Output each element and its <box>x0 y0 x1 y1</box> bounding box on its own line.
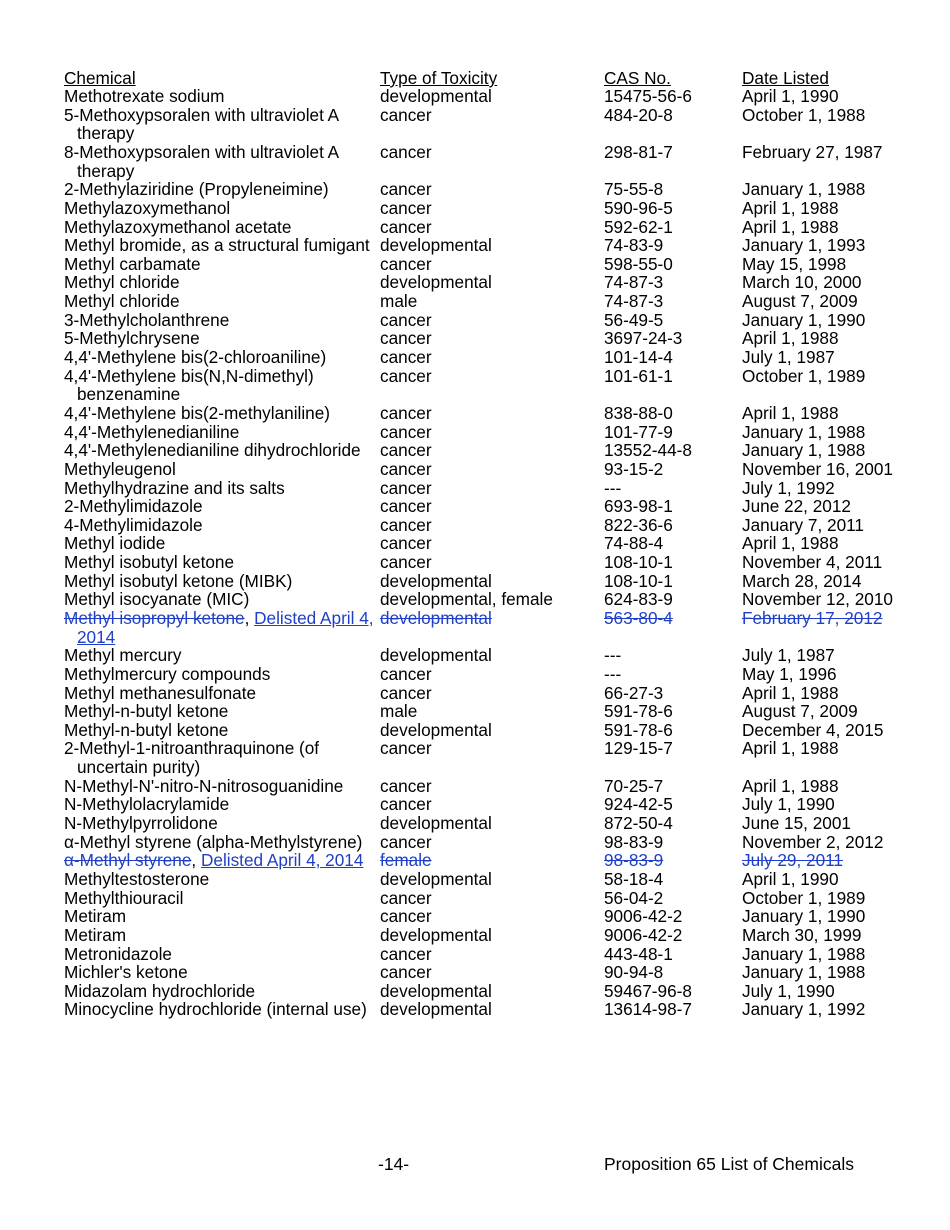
cas-number: 58-18-4 <box>604 868 664 889</box>
date-listed: April 1, 1988 <box>742 197 839 218</box>
toxicity-type: developmental <box>380 235 492 256</box>
chemical-name: Methyl isopropyl ketone, Delisted April 4, 2014 <box>64 607 374 647</box>
chemical-name: Methyl carbamate <box>64 253 201 274</box>
date-listed: July 1, 1990 <box>742 980 835 1001</box>
date-listed: October 1, 1988 <box>742 104 866 125</box>
date-listed: January 1, 1993 <box>742 235 866 256</box>
table-row <box>0 143 950 180</box>
toxicity-type: developmental <box>380 645 492 666</box>
chemical-name: Methyltestosterone <box>64 868 210 889</box>
chemical-name: 4,4'-Methylene bis(2-chloroaniline) <box>64 347 327 367</box>
table-row <box>0 1000 950 1019</box>
table-row <box>0 665 950 684</box>
date-listed: April 1, 1988 <box>742 402 839 423</box>
toxicity-type: cancer <box>380 141 432 162</box>
date-listed: January 1, 1988 <box>742 421 866 442</box>
table-row <box>0 423 950 442</box>
toxicity-type: developmental <box>380 570 492 591</box>
chemical-name: 5-Methoxypsoralen with ultraviolet A therapy <box>64 104 339 144</box>
table-row <box>0 590 950 609</box>
date-listed: April 1, 1988 <box>742 682 839 703</box>
table-row <box>0 441 950 460</box>
date-listed: January 1, 1990 <box>742 906 866 927</box>
table-row <box>0 646 950 665</box>
table-row <box>0 572 950 591</box>
cas-number: 101-14-4 <box>604 347 673 367</box>
table-row <box>0 982 950 1001</box>
date-listed: January 1, 1988 <box>742 179 866 200</box>
date-listed: April 1, 1990 <box>742 868 839 889</box>
toxicity-type: developmental, female <box>380 589 553 610</box>
toxicity-type: cancer <box>380 514 432 535</box>
date-listed: July 1, 1987 <box>742 645 835 666</box>
chemical-name: Methyl isobutyl ketone (MIBK) <box>64 570 293 591</box>
cas-number: --- <box>604 645 622 666</box>
cas-number: 693-98-1 <box>604 496 673 517</box>
date-listed: March 10, 2000 <box>742 272 862 293</box>
toxicity-type: developmental <box>380 719 492 740</box>
toxicity-type: developmental <box>380 272 492 293</box>
cas-number: 13552-44-8 <box>604 440 692 461</box>
chemical-name: Methyl chloride <box>64 291 180 312</box>
toxicity-type: female <box>380 850 432 871</box>
cas-number: 591-78-6 <box>604 719 673 740</box>
cas-number: 108-10-1 <box>604 570 673 591</box>
toxicity-type: developmental <box>380 999 492 1020</box>
date-listed: January 7, 2011 <box>742 514 864 535</box>
table-row <box>0 516 950 535</box>
date-listed: April 1, 1988 <box>742 328 839 349</box>
header-toxicity: Type of Toxicity <box>380 68 498 88</box>
date-listed: July 1, 1987 <box>742 347 835 367</box>
chemical-name: N-Methyl-N'-nitro-N-nitrosoguanidine <box>64 775 344 796</box>
toxicity-type: cancer <box>380 458 432 479</box>
cas-number: 74-83-9 <box>604 235 664 256</box>
table-row <box>0 907 950 926</box>
cas-number: 9006-42-2 <box>604 906 683 927</box>
cas-number: 93-15-2 <box>604 458 664 479</box>
table-row <box>0 963 950 982</box>
chemical-table <box>0 87 950 1019</box>
date-listed: February 27, 1987 <box>742 141 883 162</box>
table-row <box>0 777 950 796</box>
chemical-name: 4,4'-Methylenedianiline <box>64 421 240 442</box>
toxicity-type: cancer <box>380 794 432 815</box>
cas-number: 592-62-1 <box>604 216 673 237</box>
toxicity-type: cancer <box>380 402 432 423</box>
toxicity-type: cancer <box>380 906 432 927</box>
chemical-name: 3-Methylcholanthrene <box>64 309 230 330</box>
cas-number: 59467-96-8 <box>604 980 692 1001</box>
chemical-name: 8-Methoxypsoralen with ultraviolet A therapy <box>64 141 339 181</box>
date-listed: June 15, 2001 <box>742 813 851 834</box>
cas-number: --- <box>604 477 622 498</box>
chemical-name: Methylhydrazine and its salts <box>64 477 285 498</box>
table-row <box>0 348 950 367</box>
table-row <box>0 292 950 311</box>
chemical-name: Minocycline hydrochloride (internal use) <box>64 999 367 1020</box>
cas-number: 591-78-6 <box>604 701 673 722</box>
cas-number: 822-36-6 <box>604 514 673 535</box>
toxicity-type: cancer <box>380 496 432 517</box>
cas-number: 98-83-9 <box>604 831 664 852</box>
chemical-name: Metiram <box>64 924 127 945</box>
chemical-name: Methylazoxymethanol acetate <box>64 216 292 237</box>
cas-number: 56-49-5 <box>604 309 664 330</box>
toxicity-type: cancer <box>380 347 432 367</box>
toxicity-type: developmental <box>380 868 492 889</box>
chemical-name: Methyl methanesulfonate <box>64 682 257 703</box>
chemical-name: Metronidazole <box>64 943 172 964</box>
toxicity-type: cancer <box>380 421 432 442</box>
cas-number: 98-83-9 <box>604 850 664 871</box>
chemical-name: 4,4'-Methylenedianiline dihydrochloride <box>64 440 361 461</box>
date-listed: November 12, 2010 <box>742 589 893 610</box>
table-row <box>0 702 950 721</box>
toxicity-type: cancer <box>380 309 432 330</box>
toxicity-type: cancer <box>380 775 432 796</box>
chemical-name: Metiram <box>64 906 127 927</box>
toxicity-type: cancer <box>380 831 432 852</box>
date-listed: April 1, 1990 <box>742 86 839 106</box>
table-row <box>0 311 950 330</box>
toxicity-type: cancer <box>380 440 432 461</box>
date-listed: March 30, 1999 <box>742 924 862 945</box>
table-row <box>0 479 950 498</box>
chemical-name: Methylmercury compounds <box>64 663 271 684</box>
table-row <box>0 367 950 404</box>
cas-number: 484-20-8 <box>604 104 673 125</box>
document-title: Proposition 65 List of Chemicals <box>604 1154 854 1174</box>
chemical-name: N-Methylpyrrolidone <box>64 813 218 834</box>
chemical-name: Midazolam hydrochloride <box>64 980 256 1001</box>
chemical-name: 4-Methylimidazole <box>64 514 203 535</box>
date-listed: May 15, 1998 <box>742 253 847 274</box>
table-row <box>0 329 950 348</box>
toxicity-type: developmental <box>380 813 492 834</box>
table-row <box>0 926 950 945</box>
toxicity-type: male <box>380 701 418 722</box>
toxicity-type: cancer <box>380 738 432 759</box>
cas-number: 563-80-4 <box>604 607 673 628</box>
cas-number: 74-87-3 <box>604 291 664 312</box>
chemical-name: Methyleugenol <box>64 458 176 479</box>
cas-number: 74-87-3 <box>604 272 664 293</box>
table-row <box>0 404 950 423</box>
cas-number: 101-77-9 <box>604 421 673 442</box>
chemical-name: 2-Methylimidazole <box>64 496 203 517</box>
chemical-name: Methyl-n-butyl ketone <box>64 701 229 722</box>
chemical-name: Methyl mercury <box>64 645 182 666</box>
table-row <box>0 851 950 870</box>
chemical-name: Methyl-n-butyl ketone <box>64 719 229 740</box>
cas-number: 101-61-1 <box>604 365 673 386</box>
date-listed: January 1, 1992 <box>742 999 866 1020</box>
table-row <box>0 180 950 199</box>
cas-number: 90-94-8 <box>604 962 664 983</box>
chemical-name: 4,4'-Methylene bis(2-methylaniline) <box>64 402 330 423</box>
chemical-name: α-Methyl styrene, Delisted April 4, 2014 <box>64 850 364 871</box>
table-row <box>0 609 950 646</box>
table-row <box>0 739 950 776</box>
date-listed: January 1, 1990 <box>742 309 866 330</box>
chemical-name: α-Methyl styrene (alpha-Methylstyrene) <box>64 831 363 852</box>
toxicity-type: cancer <box>380 663 432 684</box>
date-listed: April 1, 1988 <box>742 533 839 554</box>
cas-number: --- <box>604 663 622 684</box>
cas-number: 56-04-2 <box>604 887 664 908</box>
chemical-name: Methotrexate sodium <box>64 86 225 106</box>
cas-number: 598-55-0 <box>604 253 673 274</box>
toxicity-type: cancer <box>380 253 432 274</box>
cas-number: 13614-98-7 <box>604 999 692 1020</box>
table-row <box>0 460 950 479</box>
table-row <box>0 497 950 516</box>
cas-number: 9006-42-2 <box>604 924 683 945</box>
table-row <box>0 106 950 143</box>
table-row <box>0 945 950 964</box>
table-row <box>0 236 950 255</box>
delisted-chemical-name: Methyl isopropyl ketone <box>64 607 245 628</box>
table-row <box>0 87 950 106</box>
header-cas: CAS No. <box>604 68 671 88</box>
date-listed: November 16, 2001 <box>742 458 893 479</box>
table-row <box>0 814 950 833</box>
toxicity-type: cancer <box>380 197 432 218</box>
chemical-name: Michler's ketone <box>64 962 188 983</box>
table-row <box>0 684 950 703</box>
toxicity-type: cancer <box>380 533 432 554</box>
table-row <box>0 199 950 218</box>
cas-number: 624-83-9 <box>604 589 673 610</box>
toxicity-type: cancer <box>380 328 432 349</box>
chemical-name: Methyl chloride <box>64 272 180 293</box>
date-listed: April 1, 1988 <box>742 738 839 759</box>
date-listed: April 1, 1988 <box>742 216 839 237</box>
chemical-name: Methylthiouracil <box>64 887 184 908</box>
date-listed: December 4, 2015 <box>742 719 884 740</box>
cas-number: 590-96-5 <box>604 197 673 218</box>
toxicity-type: developmental <box>380 607 492 628</box>
toxicity-type: developmental <box>380 924 492 945</box>
chemical-name: 2-Methylaziridine (Propyleneimine) <box>64 179 329 200</box>
chemical-name: Methylazoxymethanol <box>64 197 231 218</box>
table-row <box>0 534 950 553</box>
date-listed: August 7, 2009 <box>742 291 858 312</box>
delisted-chemical-name: α-Methyl styrene <box>64 850 192 871</box>
delisted-link[interactable]: Delisted April 4, 2014 <box>77 607 374 647</box>
chemical-name: 2-Methyl-1-nitroanthraquinone (of uncertain purity) <box>64 738 320 778</box>
table-row <box>0 255 950 274</box>
chemical-name: 5-Methylchrysene <box>64 328 200 349</box>
delisted-link[interactable]: Delisted April 4, 2014 <box>200 850 364 871</box>
cas-number: 66-27-3 <box>604 682 664 703</box>
date-listed: November 2, 2012 <box>742 831 884 852</box>
date-listed: April 1, 1988 <box>742 775 839 796</box>
date-listed: January 1, 1988 <box>742 943 866 964</box>
date-listed: August 7, 2009 <box>742 701 858 722</box>
cas-number: 74-88-4 <box>604 533 664 554</box>
cas-number: 443-48-1 <box>604 943 673 964</box>
date-listed: October 1, 1989 <box>742 365 866 386</box>
table-row <box>0 795 950 814</box>
cas-number: 75-55-8 <box>604 179 664 200</box>
date-listed: March 28, 2014 <box>742 570 862 591</box>
date-listed: January 1, 1988 <box>742 962 866 983</box>
chemical-name: N-Methylolacrylamide <box>64 794 230 815</box>
date-listed: July 1, 1990 <box>742 794 835 815</box>
toxicity-type: cancer <box>380 943 432 964</box>
header-chemical: Chemical <box>64 68 136 88</box>
toxicity-type: cancer <box>380 887 432 908</box>
date-listed: July 1, 1992 <box>742 477 835 498</box>
table-row <box>0 721 950 740</box>
cas-number: 15475-56-6 <box>604 86 692 106</box>
chemical-name: Methyl bromide, as a structural fumigant <box>64 235 370 256</box>
date-listed: January 1, 1988 <box>742 440 866 461</box>
date-listed: June 22, 2012 <box>742 496 851 517</box>
chemical-name: Methyl isobutyl ketone <box>64 552 235 573</box>
toxicity-type: cancer <box>380 552 432 573</box>
chemical-name: 4,4'-Methylene bis(N,N-dimethyl) benzenamine <box>64 365 314 405</box>
toxicity-type: cancer <box>380 477 432 498</box>
cas-number: 298-81-7 <box>604 141 673 162</box>
toxicity-type: cancer <box>380 682 432 703</box>
table-row <box>0 870 950 889</box>
toxicity-type: cancer <box>380 104 432 125</box>
toxicity-type: cancer <box>380 216 432 237</box>
cas-number: 3697-24-3 <box>604 328 683 349</box>
table-row <box>0 218 950 237</box>
cas-number: 924-42-5 <box>604 794 673 815</box>
cas-number: 872-50-4 <box>604 813 673 834</box>
cas-number: 129-15-7 <box>604 738 673 759</box>
toxicity-type: male <box>380 291 418 312</box>
cas-number: 70-25-7 <box>604 775 664 796</box>
table-row <box>0 273 950 292</box>
table-row <box>0 833 950 852</box>
chemical-name: Methyl isocyanate (MIC) <box>64 589 250 610</box>
toxicity-type: cancer <box>380 179 432 200</box>
date-listed: May 1, 1996 <box>742 663 837 684</box>
chemical-name: Methyl iodide <box>64 533 166 554</box>
cas-number: 108-10-1 <box>604 552 673 573</box>
date-listed: November 4, 2011 <box>742 552 883 573</box>
cas-number: 838-88-0 <box>604 402 673 423</box>
table-row <box>0 553 950 572</box>
toxicity-type: cancer <box>380 962 432 983</box>
toxicity-type: developmental <box>380 86 492 106</box>
page-number: -14- <box>378 1154 410 1174</box>
header-date: Date Listed <box>742 68 829 88</box>
table-row <box>0 889 950 908</box>
date-listed: February 17, 2012 <box>742 607 883 628</box>
date-listed: July 29, 2011 <box>742 850 843 871</box>
toxicity-type: cancer <box>380 365 432 386</box>
toxicity-type: developmental <box>380 980 492 1001</box>
date-listed: October 1, 1989 <box>742 887 866 908</box>
